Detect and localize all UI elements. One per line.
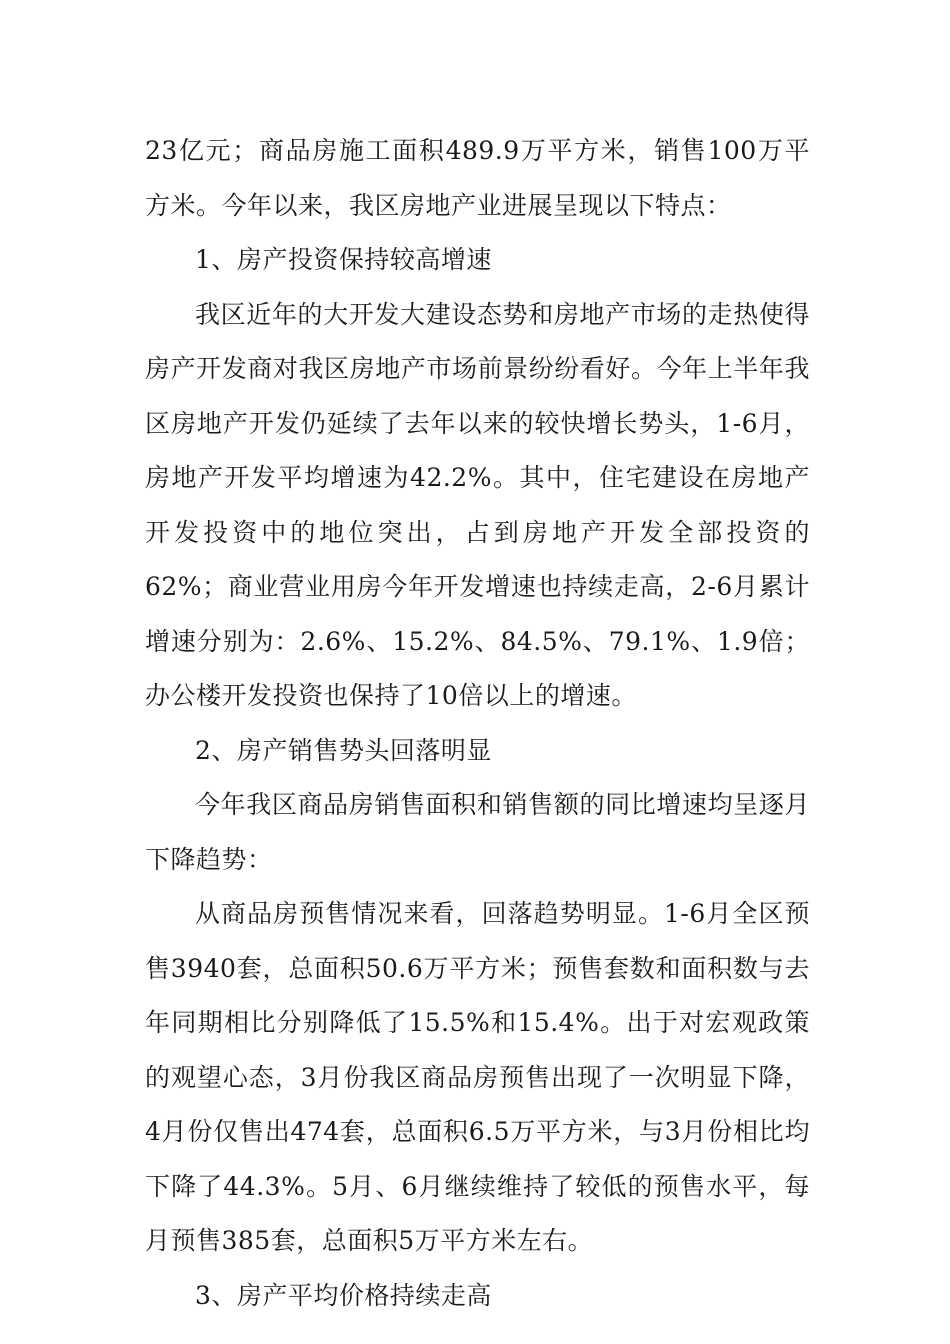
section-heading-1: 1、房产投资保持较高增速 bbox=[195, 245, 492, 274]
paragraph-presale: 从商品房预售情况来看，回落趋势明显。1-6月全区预售3940套，总面积50.6万平方米；预售套数和面积数与去年同期相比分别降低了15.5%和15.4%。出于对宏观政策的观望心态，3月份我区商品房预售出现了一次明显下降，4月份仅售出474套，总面积6.5万平方米，与3月份相比均下降了44.3%。5月、6月继续维持了较低的预售水平，每月预售385套，总面积5万平方米左右。 bbox=[145, 899, 810, 1255]
document-body bbox=[145, 124, 810, 1323]
paragraph-sales-trend: 今年我区商品房销售面积和销售额的同比增速均呈逐月下降趋势： bbox=[145, 790, 810, 874]
paragraph-investment: 我区近年的大开发大建设态势和房地产市场的走热使得房产开发商对我区房地产市场前景纷纷看好。今年上半年我区房地产开发仍延续了去年以来的较快增长势头，1-6月，房地产开发平均增速为42.2%。其中，住宅建设在房地产开发投资中的地位突出，占到房地产开发全部投资的62%；商业营业用房今年开发增速也持续走高，2-6月累计增速分别为：2.6%、15.2%、84.5%、79.1%、1.9倍；办公楼开发投资也保持了10倍以上的增速。 bbox=[145, 299, 810, 710]
section-heading-2: 2、房产销售势头回落明显 bbox=[195, 735, 492, 765]
paragraph-continuation: 23亿元；商品房施工面积489.9万平方米，销售100万平方米。今年以来，我区房地产业进展呈现以下特点： bbox=[145, 136, 810, 220]
section-heading-3: 3、房产平均价格持续走高 bbox=[195, 1280, 492, 1310]
